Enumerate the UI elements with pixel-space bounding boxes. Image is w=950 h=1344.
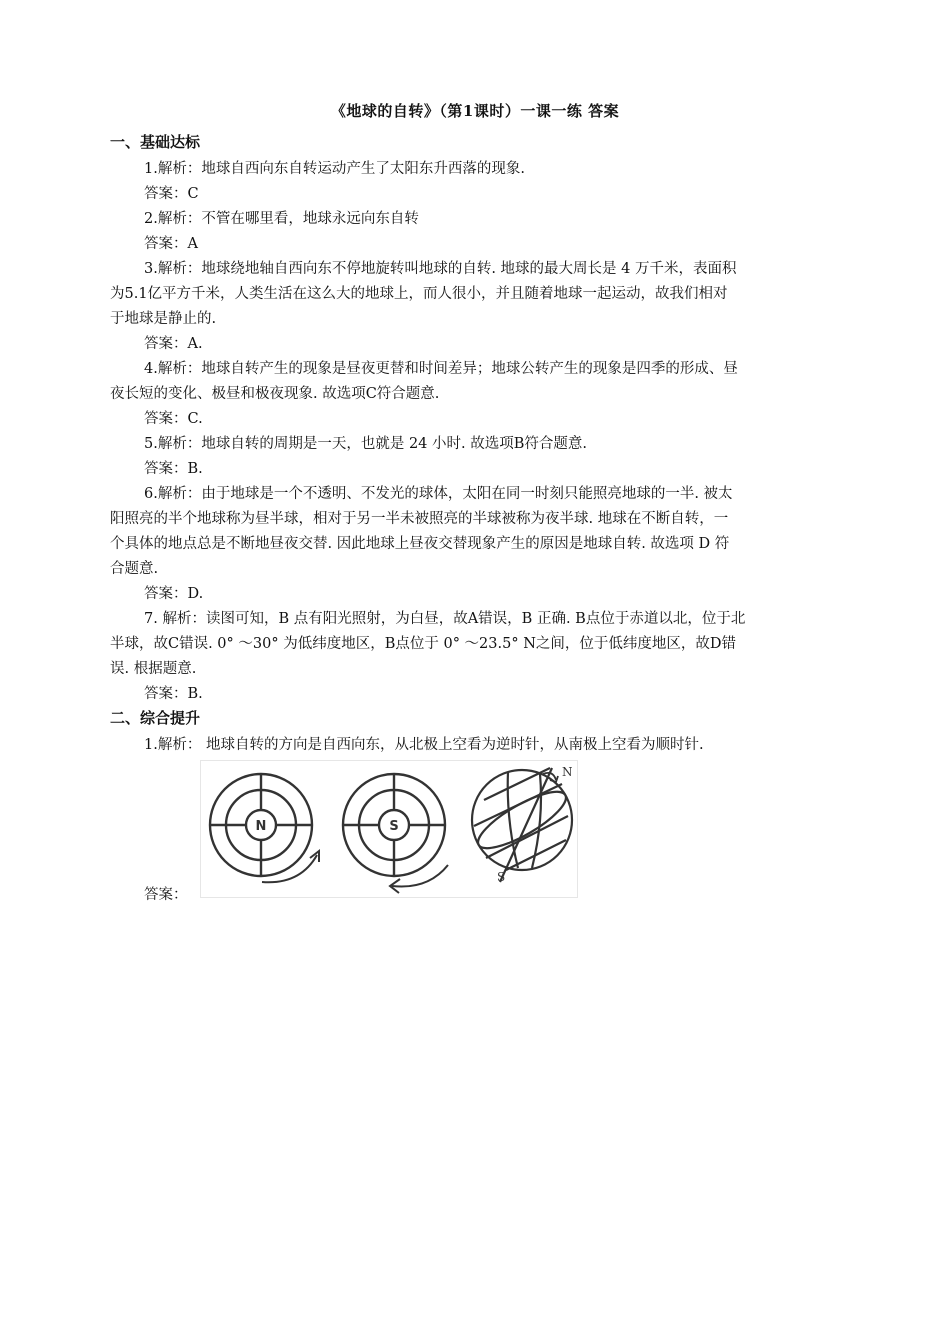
- q1-answer: 答案：C: [144, 186, 199, 202]
- q7-line-1: 7. 解析：读图可知，B 点有阳光照射，为白昼，故A错误，B 正确. B点位于赤道以北，位于北: [144, 611, 746, 627]
- q4-line-2: 夜长短的变化、极昼和极夜现象. 故选项C符合题意.: [110, 386, 440, 402]
- north-pole-label: N: [255, 819, 267, 834]
- q3-line-3: 于地球是静止的.: [110, 311, 217, 327]
- q6-line-3: 个具体的地点总是不断地昼夜交替. 因此地球上昼夜交替现象产生的原因是地球自转. 故选项 D 符: [110, 536, 730, 552]
- q5-analysis: 5.解析：地球自转的周期是一天，也就是 24 小时. 故选项B符合题意.: [144, 436, 587, 452]
- q7-line-3: 误. 根据题意.: [110, 661, 197, 677]
- q4-line-1: 4.解析：地球自转产生的现象是昼夜更替和时间差异；地球公转产生的现象是四季的形成、昼: [144, 361, 738, 377]
- globe-north-label: N: [562, 765, 573, 779]
- page-title: 《地球的自转》（第1课时）一课一练 答案: [330, 102, 620, 120]
- q6-line-2: 阳照亮的半个地球称为昼半球，相对于另一半未被照亮的半球被称为夜半球. 地球在不断自转，一: [110, 511, 729, 527]
- q3-line-2: 为5.1亿平方千米，人类生活在这么大的地球上，而人很小，并且随着地球一起运动，故我们相对: [110, 286, 728, 302]
- section-heading-advanced: 二、综合提升: [110, 709, 201, 727]
- section-heading-basic: 一、基础达标: [110, 133, 201, 151]
- rotation-diagram: [200, 760, 578, 898]
- q7-answer: 答案：B.: [144, 686, 203, 702]
- q6-answer: 答案：D.: [144, 586, 204, 602]
- q3-line-1: 3.解析：地球绕地轴自西向东不停地旋转叫地球的自转. 地球的最大周长是 4 万千米，表面积: [144, 261, 737, 277]
- south-pole-label: S: [389, 819, 399, 834]
- p1-answer-label: 答案：: [144, 887, 188, 903]
- p1-analysis: 1.解析： 地球自转的方向是自西向东，从北极上空看为逆时针，从南极上空看为顺时针.: [144, 737, 704, 753]
- q7-line-2: 半球，故C错误. 0° ～30° 为低纬度地区，B点位于 0° ～23.5° N之间，位于低纬度地区，故D错: [110, 636, 737, 652]
- q6-line-4: 合题意.: [110, 561, 159, 577]
- q2-analysis: 2.解析：不管在哪里看，地球永远向东自转: [144, 211, 419, 227]
- earth-rotation-figure: [200, 760, 578, 898]
- q2-answer: 答案：A: [144, 236, 198, 252]
- q3-answer: 答案：A.: [144, 336, 203, 352]
- globe-south-label: S: [497, 870, 506, 884]
- q4-answer: 答案：C.: [144, 411, 203, 427]
- q1-analysis: 1.解析：地球自西向东自转运动产生了太阳东升西落的现象.: [144, 161, 525, 177]
- q5-answer: 答案：B.: [144, 461, 203, 477]
- q6-line-1: 6.解析：由于地球是一个不透明、不发光的球体，太阳在同一时刻只能照亮地球的一半. 被太: [144, 486, 733, 502]
